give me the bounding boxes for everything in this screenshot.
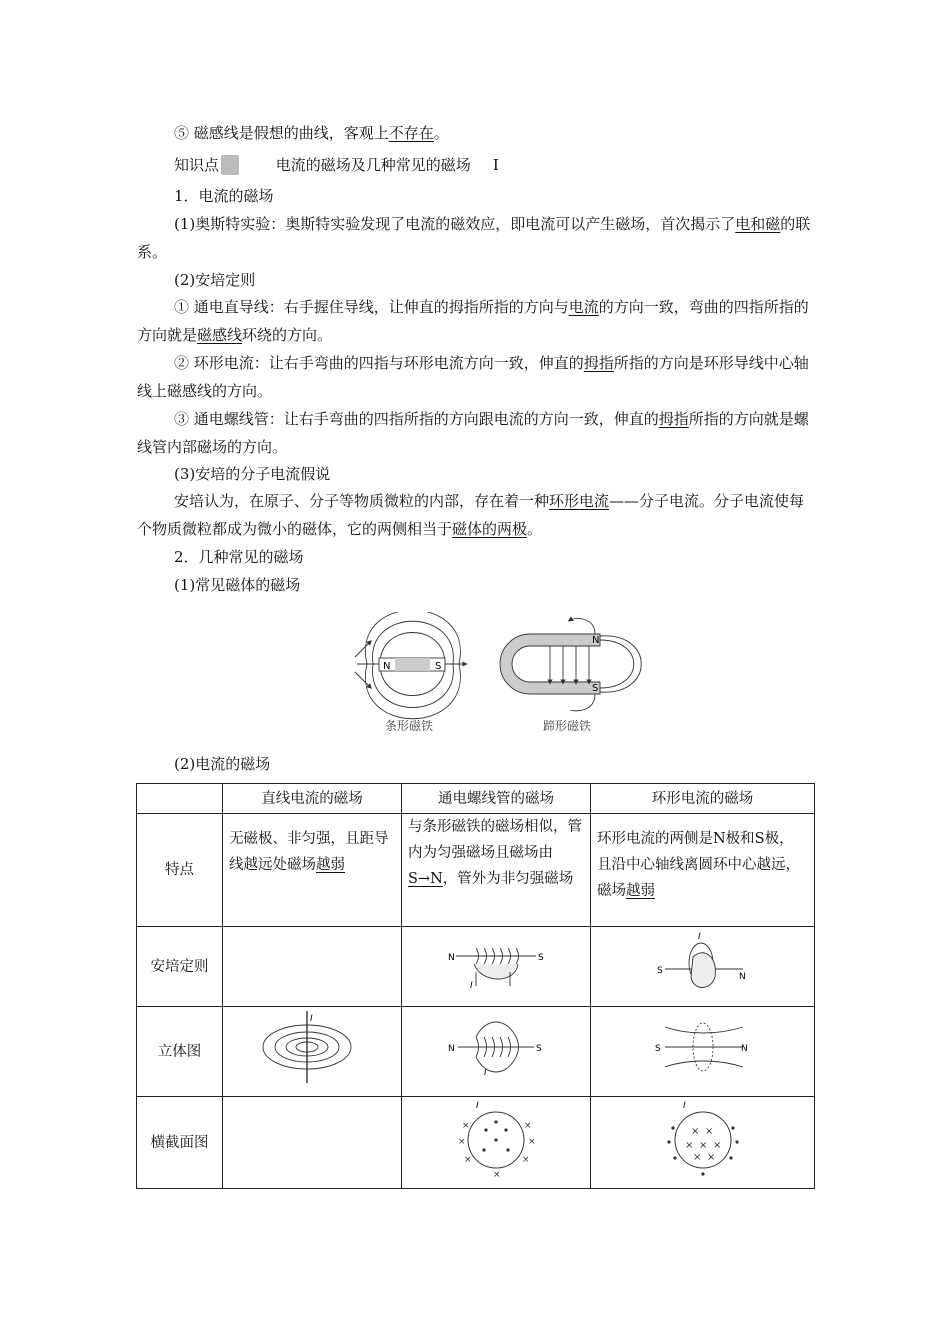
svg-text:×: × [692,1152,701,1163]
table-row [137,814,815,927]
svg-text:×: × [524,1121,532,1131]
ring-cross-cell [591,1097,815,1189]
straight-wire-paragraph: ① 通电直导线：右手握住导线，让伸直的拇指所指的方向与电流的方向一致，弯曲的四指所指的方向就是磁感线环绕的方向。 [137,298,809,344]
svg-text:I: I [697,932,701,942]
table-row [137,1097,815,1189]
horseshoe-n-label: N [592,635,600,646]
bar-s-label: S [435,661,442,672]
oersted-paragraph: (1)奥斯特实验：奥斯特实验发现了电流的磁效应，即电流可以产生磁场，首次揭示了电和磁的联系。 [137,215,811,261]
svg-text:I: I [682,1101,686,1111]
solenoid-right-hand-diagram [446,934,546,990]
header-ring: 环形电流的磁场 [591,784,815,814]
straight-3d-cell [223,1007,402,1097]
row-label-3d: 立体图 [137,1007,223,1097]
svg-text:S: S [656,966,663,976]
bar-magnet-caption: 条形磁铁 [385,719,434,733]
cell-ring-features: 环形电流的两侧是N极和S极，且沿中心轴线离圆环中心越远，磁场越弱 [591,814,815,927]
svg-text:×: × [458,1137,466,1147]
table-row [137,1007,815,1097]
current-field-table [136,783,815,1189]
solenoid-cross-section [456,1098,536,1178]
cell-straight-features: 无磁极、非匀强，且距导线越远处磁场越弱 [223,814,402,927]
ring-ampere-cell [591,927,815,1007]
svg-text:I: I [484,1068,487,1077]
ring-3d-cell [591,1007,815,1097]
solenoid-cross-cell [402,1097,591,1189]
subsection-1: 1．电流的磁场 [174,187,274,205]
svg-text:N: N [448,953,455,963]
molecular-current-heading: (3)安培的分子电流假说 [174,465,331,483]
horseshoe-magnet [500,618,641,710]
table-row [137,927,815,1007]
svg-text:×: × [684,1140,693,1151]
svg-text:×: × [493,1170,501,1178]
row-label-cross-section: 横截面图 [137,1097,223,1189]
solenoid-paragraph: ③ 通电螺线管：让右手弯曲的四指所指的方向跟电流的方向一致，伸直的拇指所指的方向就是螺线管内部磁场的方向。 [137,410,809,456]
ampere-rule-heading: (2)安培定则 [174,271,256,289]
badge-number: 2 [221,155,239,175]
ring-3d-diagram [653,1015,753,1079]
bar-magnet [355,612,465,719]
current-field-heading: (2)电流的磁场 [174,755,271,773]
svg-text:×: × [690,1126,699,1137]
cell-solenoid-features: 与条形磁铁的磁场相似，管内为匀强磁场且磁场由S→N，管外为非匀强磁场 [402,814,591,927]
horseshoe-magnet-caption: 蹄形磁铁 [543,719,592,733]
straight-wire-3d-diagram [257,1007,367,1087]
subsection-2: 2．几种常见的磁场 [174,548,304,566]
molecular-current-paragraph: 安培认为，在原子、分子等物质微粒的内部，存在着一种环形电流——分子电流。分子电流使每个物质微粒都成为微小的磁体，它的两侧相当于磁体的两极。 [137,492,805,538]
solenoid-3d-diagram [446,1017,546,1077]
ring-current-paragraph: ② 环形电流：让右手弯曲的四指与环形电流方向一致，伸直的拇指所指的方向是环形导线中心轴线上磁感线的方向。 [137,354,809,400]
header-straight: 直线电流的磁场 [223,784,402,814]
svg-text:×: × [712,1140,721,1151]
solenoid-3d-cell [402,1007,591,1097]
table-header-row [137,784,815,814]
svg-text:S: S [536,1044,542,1054]
solenoid-ampere-cell [402,927,591,1007]
svg-text:×: × [698,1140,707,1151]
bar-n-label: N [383,661,391,672]
magnet-field-heading: (1)常见磁体的磁场 [174,576,301,594]
svg-text:I: I [470,981,473,990]
svg-text:N: N [740,1044,748,1054]
ring-right-hand-diagram [653,927,753,997]
svg-text:×: × [522,1155,530,1165]
svg-text:×: × [704,1126,713,1137]
svg-text:×: × [706,1152,715,1163]
svg-text:×: × [528,1137,536,1147]
row-label-ampere: 安培定则 [137,927,223,1007]
svg-text:S: S [654,1044,661,1054]
svg-text:I: I [476,1101,479,1111]
section-heading: 知识点 2 电流的磁场及几种常见的磁场 Ⅰ [174,156,499,174]
horseshoe-s-label: S [592,683,599,694]
ring-cross-section [663,1098,743,1178]
line-five: ⑤ 磁感线是假想的曲线，客观上不存在。 [174,124,449,142]
magnet-figure [345,612,645,740]
svg-text:I: I [310,1014,313,1024]
svg-text:×: × [464,1155,472,1165]
header-solenoid: 通电螺线管的磁场 [402,784,591,814]
svg-text:N: N [448,1044,455,1054]
row-label-features: 特点 [137,814,223,927]
svg-text:S: S [538,953,544,963]
svg-text:×: × [462,1121,470,1131]
svg-text:N: N [738,972,746,982]
